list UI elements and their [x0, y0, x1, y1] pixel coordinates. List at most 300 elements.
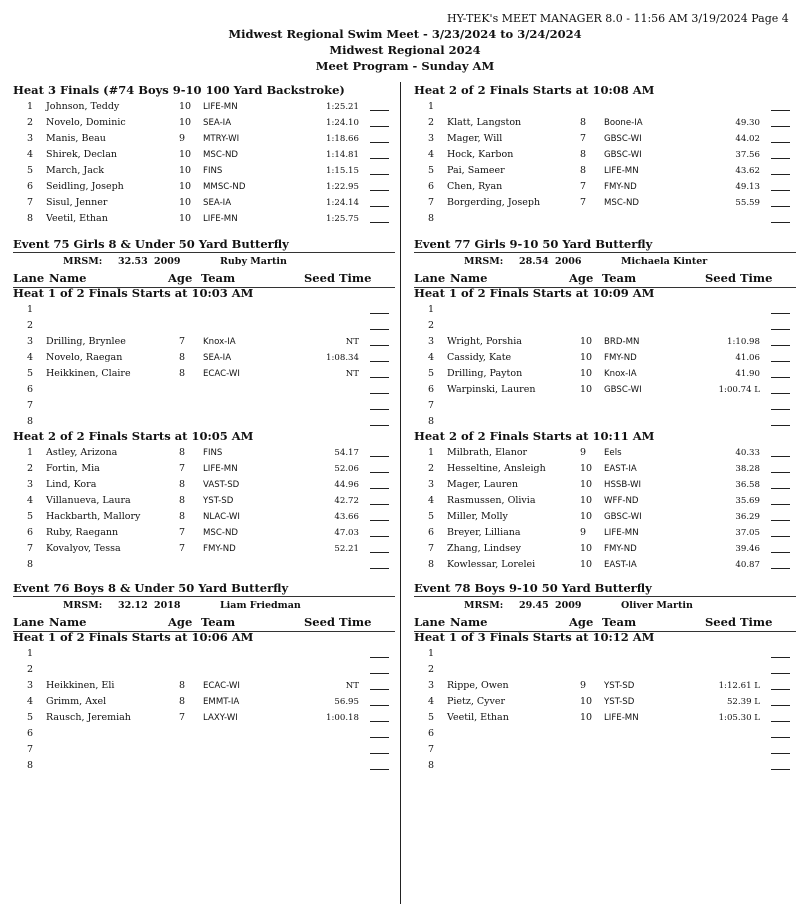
- finish-time-blank: [771, 721, 790, 722]
- seed-time: 35.69: [735, 496, 760, 506]
- finish-time-blank: [370, 222, 389, 223]
- swimmer-name: Seidling, Joseph: [46, 181, 124, 192]
- swimmer-name: Ruby, Raegann: [46, 527, 119, 538]
- finish-time-blank: [370, 456, 389, 457]
- swimmer-name: Pai, Sameer: [447, 165, 505, 176]
- lane-number: 8: [428, 416, 435, 427]
- swimmer-age: 10: [580, 543, 593, 554]
- team-code: ECAC-WI: [203, 369, 240, 379]
- lane-number: 7: [428, 400, 435, 411]
- heat-block: [414, 428, 796, 573]
- finish-time-blank: [370, 536, 389, 537]
- swimmer-name: Heikkinen, Eli: [46, 680, 115, 691]
- finish-time-blank: [370, 689, 389, 690]
- finish-time-blank: [771, 329, 790, 330]
- swimmer-name: Kowlessar, Lorelei: [447, 559, 536, 570]
- event-75-header: [13, 236, 395, 288]
- seed-time: 1:00.18: [326, 713, 359, 723]
- swimmer-age: 9: [179, 133, 186, 144]
- table-row: [13, 211, 395, 227]
- record-year: 2018: [154, 600, 181, 611]
- lane-number: 3: [27, 336, 34, 347]
- lane-number: 6: [428, 728, 435, 739]
- record-holder: Michaela Kinter: [621, 256, 708, 267]
- swimmer-age: 7: [580, 197, 587, 208]
- swimmer-name: Drilling, Payton: [447, 368, 523, 379]
- col-lane: Lane: [13, 615, 45, 629]
- finish-time-blank: [771, 456, 790, 457]
- team-code: FINS: [203, 448, 223, 458]
- swimmer-age: 8: [179, 368, 186, 379]
- swimmer-age: 7: [179, 712, 186, 723]
- table-row: [13, 646, 395, 662]
- heat-block: [13, 285, 395, 430]
- finish-time-blank: [771, 536, 790, 537]
- team-code: Knox-IA: [203, 337, 236, 347]
- table-row: [414, 179, 796, 195]
- team-code: BRD-MN: [604, 337, 640, 347]
- finish-time-blank: [771, 769, 790, 770]
- finish-time-blank: [370, 568, 389, 569]
- table-row: [414, 398, 796, 414]
- swimmer-age: 10: [580, 495, 593, 506]
- seed-time: 1:24.14: [326, 198, 359, 208]
- finish-time-blank: [771, 425, 790, 426]
- col-name: Name: [49, 271, 87, 285]
- table-row: [13, 461, 395, 477]
- finish-time-blank: [771, 190, 790, 191]
- swimmer-name: Manis, Beau: [46, 133, 106, 144]
- lane-number: 1: [428, 101, 435, 112]
- swimmer-age: 8: [179, 352, 186, 363]
- lane-number: 1: [428, 447, 435, 458]
- lane-number: 3: [27, 479, 34, 490]
- lane-number: 4: [27, 495, 34, 506]
- finish-time-blank: [370, 377, 389, 378]
- table-row: [414, 195, 796, 211]
- lane-number: 1: [428, 648, 435, 659]
- table-row: [13, 445, 395, 461]
- team-code: MTRY-WI: [203, 134, 240, 144]
- swimmer-age: 7: [179, 527, 186, 538]
- col-team: Team: [602, 615, 637, 629]
- swimmer-name: Fortin, Mia: [46, 463, 100, 474]
- lane-number: 4: [27, 149, 34, 160]
- swimmer-name: Novelo, Dominic: [46, 117, 126, 128]
- swimmer-name: Rippe, Owen: [447, 680, 509, 691]
- table-row: [13, 179, 395, 195]
- table-row: [414, 557, 796, 573]
- finish-time-blank: [771, 174, 790, 175]
- finish-time-blank: [370, 488, 389, 489]
- swimmer-name: March, Jack: [46, 165, 104, 176]
- lane-number: 3: [428, 479, 435, 490]
- lane-number: 3: [27, 133, 34, 144]
- lane-number: 3: [428, 336, 435, 347]
- event-title: Event 75 Girls 8 & Under 50 Yard Butterfly: [13, 236, 395, 253]
- finish-time-blank: [771, 657, 790, 658]
- swimmer-age: 10: [580, 712, 593, 723]
- swimmer-name: Veetil, Ethan: [46, 213, 108, 224]
- table-row: [13, 163, 395, 179]
- lane-number: 1: [27, 304, 34, 315]
- table-row: [414, 131, 796, 147]
- table-row: [414, 477, 796, 493]
- software-header: HY-TEK's MEET MANAGER 8.0 - 11:56 AM 3/19/2024 Page 4: [447, 12, 789, 25]
- col-team: Team: [602, 271, 637, 285]
- swimmer-age: 10: [580, 384, 593, 395]
- team-code: FINS: [203, 166, 223, 176]
- table-row: [414, 742, 796, 758]
- heat-title: Heat 2 of 2 Finals Starts at 10:11 AM: [414, 429, 655, 443]
- swimmer-age: 8: [179, 495, 186, 506]
- finish-time-blank: [370, 673, 389, 674]
- heat-title: Heat 2 of 2 Finals Starts at 10:05 AM: [13, 429, 254, 443]
- finish-time-blank: [370, 174, 389, 175]
- finish-time-blank: [771, 206, 790, 207]
- table-row: [13, 398, 395, 414]
- table-row: [414, 758, 796, 774]
- col-lane: Lane: [13, 271, 45, 285]
- team-code: YST-SD: [203, 496, 234, 506]
- heat-block: [13, 428, 395, 573]
- swimmer-age: 10: [179, 213, 192, 224]
- swimmer-name: Hock, Karbon: [447, 149, 514, 160]
- table-row: [414, 318, 796, 334]
- team-code: LIFE-MN: [604, 166, 639, 176]
- swimmer-age: 7: [179, 463, 186, 474]
- event-78-header: [414, 580, 796, 632]
- swimmer-name: Astley, Arizona: [46, 447, 118, 458]
- finish-time-blank: [370, 361, 389, 362]
- heat-block: [414, 285, 796, 430]
- finish-time-blank: [370, 313, 389, 314]
- table-row: [13, 350, 395, 366]
- lane-number: 3: [428, 680, 435, 691]
- col-team: Team: [201, 271, 236, 285]
- swimmer-age: 10: [179, 101, 192, 112]
- col-lane: Lane: [414, 615, 446, 629]
- swimmer-name: Novelo, Raegan: [46, 352, 123, 363]
- seed-time: 1:25.21: [326, 102, 359, 112]
- record-label: MRSM:: [464, 600, 504, 611]
- lane-number: 3: [27, 680, 34, 691]
- table-row: [414, 350, 796, 366]
- swimmer-name: Klatt, Langston: [447, 117, 522, 128]
- swimmer-age: 10: [580, 696, 593, 707]
- lane-number: 6: [27, 527, 34, 538]
- heat-block: [13, 82, 395, 227]
- swimmer-name: Mager, Lauren: [447, 479, 519, 490]
- seed-time: 39.46: [735, 544, 760, 554]
- swimmer-name: Zhang, Lindsey: [447, 543, 522, 554]
- swimmer-age: 7: [179, 543, 186, 554]
- table-row: [13, 541, 395, 557]
- swimmer-name: Sisul, Jenner: [46, 197, 108, 208]
- record-year: 2006: [555, 256, 582, 267]
- lane-number: 5: [428, 511, 435, 522]
- event-title: Event 76 Boys 8 & Under 50 Yard Butterfly: [13, 580, 395, 597]
- swimmer-age: 8: [580, 149, 587, 160]
- seed-time: 49.30: [735, 118, 760, 128]
- swimmer-age: 10: [179, 117, 192, 128]
- team-code: MSC-ND: [203, 150, 239, 160]
- finish-time-blank: [370, 737, 389, 738]
- finish-time-blank: [370, 393, 389, 394]
- meet-record: [13, 253, 395, 270]
- record-time: 32.53: [118, 256, 148, 267]
- table-row: [13, 366, 395, 382]
- swimmer-name: Warpinski, Lauren: [447, 384, 536, 395]
- lane-number: 6: [428, 527, 435, 538]
- table-row: [414, 302, 796, 318]
- table-row: [414, 678, 796, 694]
- col-seed: Seed Time: [705, 271, 773, 285]
- finish-time-blank: [771, 158, 790, 159]
- seed-time: 1:10.98: [727, 337, 760, 347]
- record-label: MRSM:: [63, 600, 103, 611]
- table-row: [13, 525, 395, 541]
- team-code: GBSC-WI: [604, 512, 642, 522]
- finish-time-blank: [370, 552, 389, 553]
- column-divider: [400, 82, 401, 904]
- team-code: GBSC-WI: [604, 385, 642, 395]
- heat-block: [13, 629, 395, 774]
- lane-number: 8: [428, 760, 435, 771]
- finish-time-blank: [370, 520, 389, 521]
- table-row: [414, 509, 796, 525]
- table-row: [13, 678, 395, 694]
- meet-record: [414, 597, 796, 614]
- seed-time: 36.29: [735, 512, 760, 522]
- swimmer-age: 10: [179, 181, 192, 192]
- col-seed: Seed Time: [705, 615, 773, 629]
- table-row: [13, 318, 395, 334]
- seed-time: 40.33: [735, 448, 760, 458]
- finish-time-blank: [370, 472, 389, 473]
- swimmer-age: 7: [580, 133, 587, 144]
- finish-time-blank: [771, 377, 790, 378]
- col-lane: Lane: [414, 271, 446, 285]
- table-row: [414, 366, 796, 382]
- seed-time: 36.58: [735, 480, 760, 490]
- finish-time-blank: [771, 472, 790, 473]
- seed-time: 1:25.75: [326, 214, 359, 224]
- finish-time-blank: [370, 345, 389, 346]
- seed-time: 40.87: [735, 560, 760, 570]
- col-age: Age: [168, 271, 193, 285]
- lane-number: 2: [27, 664, 34, 675]
- finish-time-blank: [771, 393, 790, 394]
- team-code: EAST-IA: [604, 560, 637, 570]
- table-row: [414, 694, 796, 710]
- table-row: [13, 115, 395, 131]
- team-code: FMY-ND: [203, 544, 236, 554]
- seed-time: 43.62: [735, 166, 760, 176]
- swimmer-age: 10: [580, 559, 593, 570]
- finish-time-blank: [370, 329, 389, 330]
- seed-time: 43.66: [334, 512, 359, 522]
- table-row: [414, 461, 796, 477]
- lane-number: 1: [27, 648, 34, 659]
- record-holder: Liam Friedman: [220, 600, 301, 611]
- record-holder: Ruby Martin: [220, 256, 287, 267]
- lane-number: 6: [27, 181, 34, 192]
- table-row: [13, 493, 395, 509]
- record-label: MRSM:: [63, 256, 103, 267]
- lane-number: 7: [27, 197, 34, 208]
- record-time: 29.45: [519, 600, 549, 611]
- lane-number: 1: [428, 304, 435, 315]
- table-row: [13, 758, 395, 774]
- meet-subtitle: Midwest Regional 2024: [329, 43, 481, 57]
- finish-time-blank: [370, 504, 389, 505]
- lane-number: 5: [428, 165, 435, 176]
- swimmer-name: Borgerding, Joseph: [447, 197, 541, 208]
- finish-time-blank: [771, 705, 790, 706]
- swimmer-name: Mager, Will: [447, 133, 503, 144]
- seed-time: 42.72: [334, 496, 359, 506]
- lane-number: 5: [27, 511, 34, 522]
- team-code: LIFE-MN: [604, 528, 639, 538]
- swimmer-name: Drilling, Brynlee: [46, 336, 126, 347]
- lane-number: 2: [27, 117, 34, 128]
- lane-number: 3: [428, 133, 435, 144]
- lane-number: 4: [428, 352, 435, 363]
- swimmer-age: 8: [179, 696, 186, 707]
- seed-time: 1:15.15: [326, 166, 359, 176]
- seed-time: 1:00.74 L: [718, 385, 760, 395]
- team-code: MSC-ND: [203, 528, 239, 538]
- team-code: LIFE-MN: [203, 214, 238, 224]
- seed-time: 1:12.61 L: [718, 681, 760, 691]
- lane-number: 7: [27, 400, 34, 411]
- swimmer-name: Heikkinen, Claire: [46, 368, 131, 379]
- finish-time-blank: [771, 142, 790, 143]
- seed-time: NT: [345, 369, 359, 379]
- finish-time-blank: [370, 425, 389, 426]
- table-row: [414, 541, 796, 557]
- team-code: LIFE-MN: [604, 713, 639, 723]
- heat-block: [414, 629, 796, 774]
- swimmer-age: 8: [179, 680, 186, 691]
- table-row: [414, 662, 796, 678]
- table-row: [13, 710, 395, 726]
- swimmer-name: Shirek, Declan: [46, 149, 118, 160]
- finish-time-blank: [771, 737, 790, 738]
- lane-number: 8: [27, 559, 34, 570]
- col-seed: Seed Time: [304, 615, 372, 629]
- swimmer-age: 10: [580, 511, 593, 522]
- team-code: GBSC-WI: [604, 150, 642, 160]
- col-seed: Seed Time: [304, 271, 372, 285]
- finish-time-blank: [771, 488, 790, 489]
- lane-number: 8: [428, 559, 435, 570]
- swimmer-age: 8: [580, 117, 587, 128]
- finish-time-blank: [771, 222, 790, 223]
- swimmer-name: Villanueva, Laura: [46, 495, 131, 506]
- program-title: Meet Program - Sunday AM: [315, 59, 495, 73]
- event-76-header: [13, 580, 395, 632]
- heat-title: Heat 1 of 3 Finals Starts at 10:12 AM: [414, 630, 655, 644]
- lane-number: 2: [428, 320, 435, 331]
- event-77-header: [414, 236, 796, 288]
- lane-number: 6: [428, 181, 435, 192]
- lane-number: 7: [428, 543, 435, 554]
- swimmer-age: 7: [580, 181, 587, 192]
- table-row: [414, 382, 796, 398]
- lane-number: 4: [428, 495, 435, 506]
- team-code: SEA-IA: [203, 118, 232, 128]
- swimmer-age: 10: [580, 463, 593, 474]
- heat-block: [414, 82, 796, 227]
- swimmer-name: Grimm, Axel: [46, 696, 107, 707]
- finish-time-blank: [771, 409, 790, 410]
- swimmer-age: 9: [580, 527, 587, 538]
- table-row: [13, 302, 395, 318]
- swimmer-name: Veetil, Ethan: [447, 712, 509, 723]
- table-row: [13, 99, 395, 115]
- lane-number: 7: [27, 543, 34, 554]
- lane-number: 7: [428, 744, 435, 755]
- swimmer-name: Kovalyov, Tessa: [46, 543, 121, 554]
- table-row: [13, 334, 395, 350]
- swimmer-name: Pietz, Cyver: [447, 696, 506, 707]
- seed-time: 1:24.10: [326, 118, 359, 128]
- lane-number: 6: [428, 384, 435, 395]
- meet-record: [414, 253, 796, 270]
- col-age: Age: [569, 615, 594, 629]
- seed-time: NT: [345, 681, 359, 691]
- team-code: SEA-IA: [203, 198, 232, 208]
- seed-time: 52.06: [334, 464, 359, 474]
- team-code: SEA-IA: [203, 353, 232, 363]
- swimmer-age: 9: [580, 680, 587, 691]
- team-code: LAXY-WI: [203, 713, 238, 723]
- swimmer-name: Johnson, Teddy: [46, 101, 120, 112]
- lane-number: 7: [428, 197, 435, 208]
- col-age: Age: [569, 271, 594, 285]
- lane-number: 2: [428, 117, 435, 128]
- record-time: 28.54: [519, 256, 549, 267]
- seed-time: 52.39 L: [726, 697, 760, 707]
- seed-time: 41.06: [735, 353, 760, 363]
- swimmer-name: Breyer, Lilliana: [447, 527, 521, 538]
- lane-number: 5: [428, 712, 435, 723]
- lane-number: 5: [27, 165, 34, 176]
- lane-number: 4: [27, 696, 34, 707]
- finish-time-blank: [771, 345, 790, 346]
- lane-number: 8: [27, 416, 34, 427]
- table-row: [13, 726, 395, 742]
- swimmer-name: Milbrath, Elanor: [447, 447, 528, 458]
- finish-time-blank: [370, 206, 389, 207]
- table-row: [13, 147, 395, 163]
- finish-time-blank: [771, 126, 790, 127]
- team-code: HSSB-WI: [604, 480, 642, 490]
- team-code: LIFE-MN: [203, 102, 238, 112]
- meet-record: [13, 597, 395, 614]
- table-row: [13, 662, 395, 678]
- lane-number: 6: [27, 728, 34, 739]
- table-row: [414, 525, 796, 541]
- seed-time: 1:08.34: [326, 353, 359, 363]
- seed-time: 37.05: [735, 528, 760, 538]
- lane-number: 8: [428, 213, 435, 224]
- finish-time-blank: [370, 142, 389, 143]
- seed-time: 38.28: [735, 464, 760, 474]
- swimmer-name: Chen, Ryan: [447, 181, 503, 192]
